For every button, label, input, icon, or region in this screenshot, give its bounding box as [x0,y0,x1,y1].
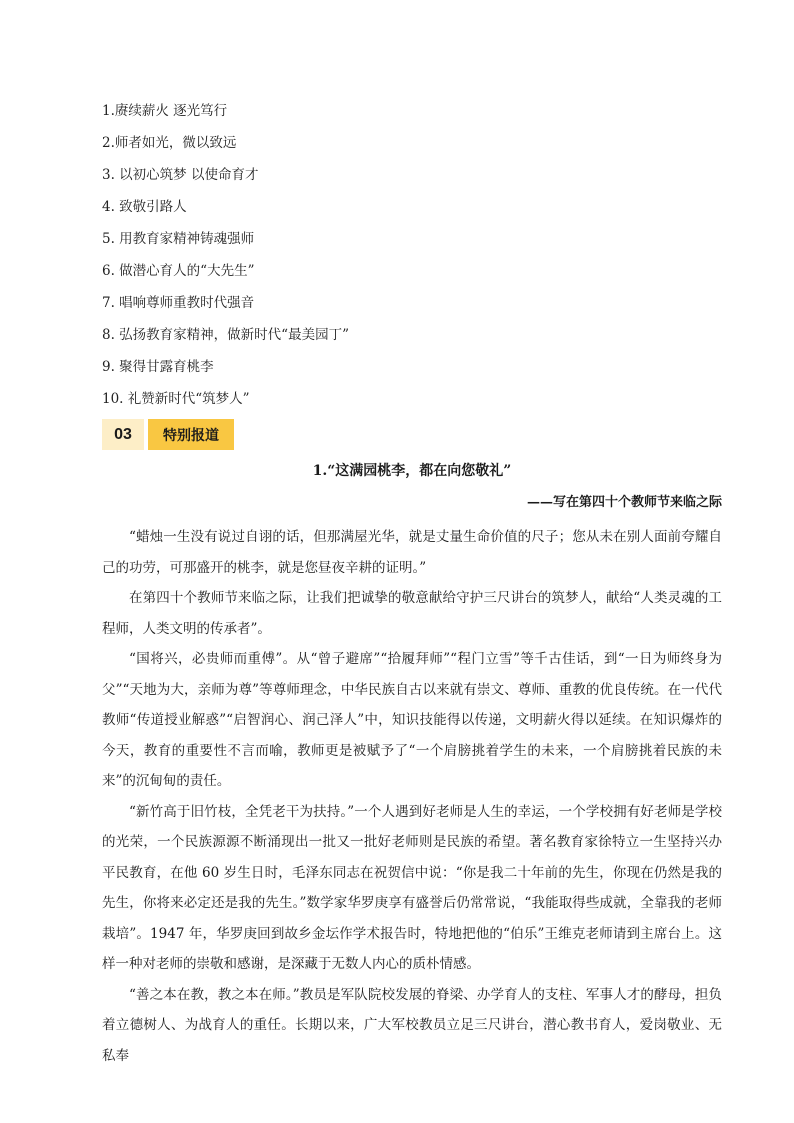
list-item: 4. 致敬引路人 [102,199,187,215]
list-item: 8. 弘扬教育家精神，做新时代“最美园丁” [102,327,349,343]
list-item: 3. 以初心筑梦 以使命育才 [102,167,259,183]
list-item: 2.师者如光，微以致远 [102,135,237,151]
section-number: 03 [102,419,144,450]
list-item: 7. 唱响尊师重教时代强音 [102,295,255,311]
article-body [102,522,722,1071]
section-header [102,419,234,450]
headline-list [102,100,702,420]
list-item: 5. 用教育家精神铸魂强师 [102,231,255,247]
paragraph: “新竹高于旧竹枝，全凭老干为扶持。”一个人遇到好老师是人生的幸运，一个学校拥有好老师是学校的光荣，一个民族源源不断涌现出一批又一批好老师则是民族的希望。著名教育家徐特立一生坚持兴办平民教育，在他 60 岁生日时，毛泽东同志在祝贺信中说：“你是我二十年前的先生，你现在仍然是我的先生，你将来必定还是我的先生。”数学家华罗庚享有盛誉后仍常常说，“我能取得些成就，全靠我的老师栽培”。1947 年，华罗庚回到故乡金坛作学术报告时，特地把他的“伯乐”王维克老师请到主席台上。这样一种对老师的崇敬和感谢，是深藏于无数人内心的质朴情感。 [102,803,722,972]
list-item: 1.赓续薪火 逐光笃行 [102,103,228,119]
section-label: 特别报道 [148,419,234,450]
paragraph: 在第四十个教师节来临之际，让我们把诚挚的敬意献给守护三尺讲台的筑梦人，献给“人类灵魂的工程师，人类文明的传承者”。 [102,590,722,637]
list-item: 10. 礼赞新时代“筑梦人” [102,391,250,407]
paragraph: “国将兴，必贵师而重傅”。从“曾子避席”“拾履拜师”“程门立雪”等千古佳话，到“一日为师终身为父”“天地为大，亲师为尊”等尊师理念，中华民族自古以来就有崇文、尊师、重教的优良传统。在一代代教师“传道授业解惑”“启智润心、润己泽人”中，知识技能得以传递，文明薪火得以延续。在知识爆炸的今天，教育的重要性不言而喻，教师更是被赋予了“一个肩膀挑着学生的未来，一个肩膀挑着民族的未来”的沉甸甸的责任。 [102,651,722,789]
paragraph: “善之本在教，教之本在师。”教员是军队院校发展的脊梁、办学育人的支柱、军事人才的酵母，担负着立德树人、为战育人的重任。长期以来，广大军校教员立足三尺讲台，潜心教书育人，爱岗敬业、无私奉 [102,986,722,1064]
article-title: 1.“这满园桃李，都在向您敬礼” [312,463,512,479]
article-subtitle: ——写在第四十个教师节来临之际 [526,495,722,510]
list-item: 9. 聚得甘露育桃李 [102,359,214,375]
list-item: 6. 做潜心育人的“大先生” [102,263,255,279]
paragraph: “蜡烛一生没有说过自诩的话，但那满屋光华，就是丈量生命价值的尺子；您从未在别人面前夸耀自己的功劳，可那盛开的桃李，就是您昼夜辛耕的证明。” [102,529,722,576]
